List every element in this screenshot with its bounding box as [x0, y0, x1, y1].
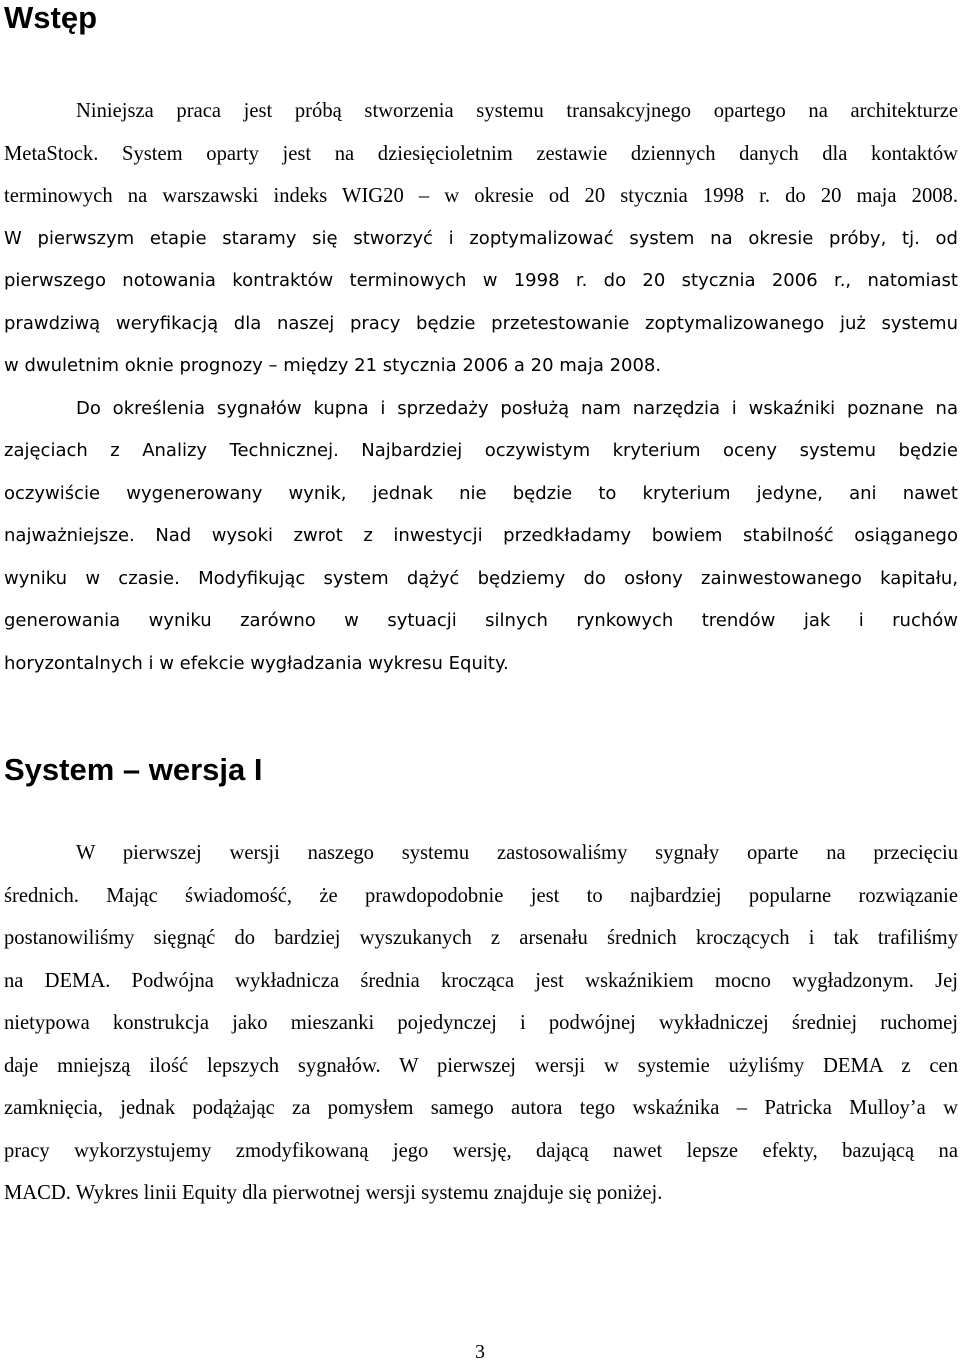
- system-line-9: MACD. Wykres linii Equity dla pierwotnej wersji systemu znajduje się poniżej.: [4, 1182, 663, 1204]
- intro-line-5: pierwszego notowania kontraktów terminowych w 1998 r. do 20 stycznia 2006 r., natomiast: [4, 270, 958, 291]
- page-number: 3: [475, 1341, 485, 1363]
- intro-line-11: najważniejsze. Nad wysoki zwrot z inwestycji przedkładamy bowiem stabilność osiąganego: [4, 525, 958, 546]
- system-line-8: pracy wykorzystujemy zmodyfikowaną jego wersję, dającą nawet lepsze efekty, bazującą na: [4, 1140, 958, 1162]
- intro-line-4: W pierwszym etapie staramy się stworzyć i zoptymalizować system na okresie próby, tj. od: [4, 228, 958, 249]
- system-line-5: nietypowa konstrukcja jako mieszanki pojedynczej i podwójnej wykładniczej średniej ruchomej: [4, 1012, 958, 1034]
- system-line-4: na DEMA. Podwójna wykładnicza średnia krocząca jest wskaźnikiem mocno wygładzonym. Jej: [4, 970, 958, 992]
- section-heading-intro: Wstęp: [4, 0, 97, 35]
- intro-line-6: prawdziwą weryfikacją dla naszej pracy będzie przetestowanie zoptymalizowanego już systemu: [4, 313, 958, 334]
- intro-line-8: Do określenia sygnałów kupna i sprzedaży posłużą nam narzędzia i wskaźniki poznane na: [76, 398, 958, 419]
- system-line-2: średnich. Mając świadomość, że prawdopodobnie jest to najbardziej popularne rozwiązanie: [4, 885, 958, 907]
- intro-line-13: generowania wyniku zarówno w sytuacji silnych rynkowych trendów jak i ruchów: [4, 610, 958, 631]
- intro-line-2: MetaStock. System oparty jest na dziesięcioletnim zestawie dziennych danych dla kontaktów: [4, 143, 958, 165]
- intro-line-7: w dwuletnim oknie prognozy – między 21 stycznia 2006 a 20 maja 2008.: [4, 355, 662, 376]
- intro-line-3: terminowych na warszawski indeks WIG20 – w okresie od 20 stycznia 1998 r. do 20 maja 2008.: [4, 185, 958, 207]
- system-line-1: W pierwszej wersji naszego systemu zastosowaliśmy sygnały oparte na przecięciu: [76, 842, 958, 864]
- intro-line-12: wyniku w czasie. Modyfikując system dążyć będziemy do osłony zainwestowanego kapitału,: [4, 568, 958, 589]
- intro-line-9: zajęciach z Analizy Technicznej. Najbardziej oczywistym kryterium oceny systemu będzie: [4, 440, 958, 461]
- system-line-3: postanowiliśmy sięgnąć do bardziej wyszukanych z arsenału średnich kroczących i tak trafiliśmy: [4, 927, 958, 949]
- section-heading-system: System – wersja I: [4, 752, 263, 787]
- system-line-6: daje mniejszą ilość lepszych sygnałów. W pierwszej wersji w systemie użyliśmy DEMA z cen: [4, 1055, 958, 1077]
- intro-line-10: oczywiście wygenerowany wynik, jednak nie będzie to kryterium jedyne, ani nawet: [4, 483, 958, 504]
- system-line-7: zamknięcia, jednak podążając za pomysłem samego autora tego wskaźnika – Patricka Mulloy’a w: [4, 1097, 958, 1119]
- intro-line-1: Niniejsza praca jest próbą stworzenia systemu transakcyjnego opartego na architekturze: [76, 100, 958, 122]
- intro-line-14: horyzontalnych i w efekcie wygładzania wykresu Equity.: [4, 653, 509, 674]
